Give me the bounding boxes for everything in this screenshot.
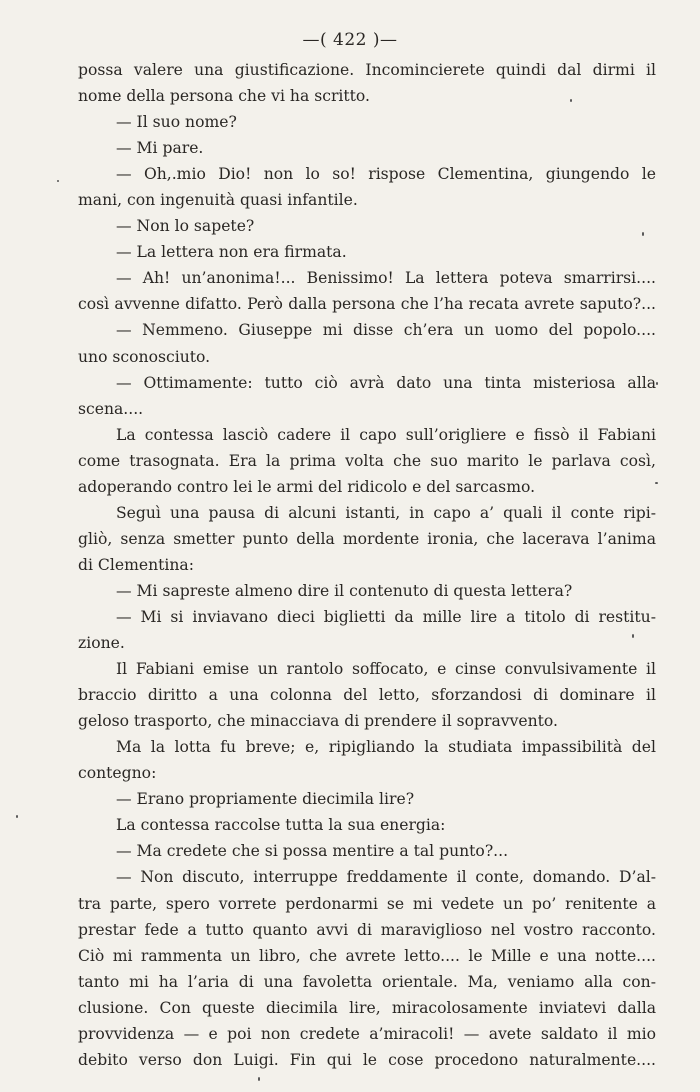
text-line: — Non lo sapete?	[116, 217, 255, 236]
text-line: così avvenne difatto. Però dalla persona che l’ha recata avrete saputo?...	[78, 295, 656, 314]
text-line: gliò, senza smetter punto della mordente ironia, che lacerava l’anima	[78, 529, 656, 548]
speck	[570, 99, 572, 102]
speck	[632, 634, 634, 638]
text-line: tanto mi ha l’aria di una favoletta orientale. Ma, veniamo alla con-	[78, 972, 656, 991]
text-line: debito verso don Luigi. Fin qui le cose procedono naturalmente....	[78, 1050, 656, 1069]
text-line: — Oh,.mio Dio! non lo so! rispose Clementina, giungendo le	[116, 165, 656, 184]
text-line: Il Fabiani emise un rantolo soffocato, e cinse convulsivamente il	[116, 660, 656, 679]
text-line: — Ah! un’anonima!... Benissimo! La lettera poteva smarrirsi....	[116, 269, 656, 288]
text-line: — Non discuto, interruppe freddamente il conte, domando. D’al-	[116, 868, 656, 887]
text-line: possa valere una giustificazione. Incomincierete quindi dal dirmi il	[78, 61, 656, 79]
text-line: La contessa lasciò cadere il capo sull’origliere e fissò il Fabiani	[116, 425, 656, 444]
text-line: Ma la lotta fu breve; e, ripigliando la studiata impassibilità del	[116, 738, 656, 757]
page-number: —( 422 )—	[302, 30, 398, 50]
text-line: — Mi si inviavano dieci biglietti da mille lire a titolo di restitu-	[116, 607, 656, 626]
text-line: scena....	[78, 399, 144, 418]
text-line: provvidenza — e poi non credete a’miracoli! — avete saldato il mio	[78, 1024, 656, 1043]
page-body	[78, 57, 656, 1073]
speck	[655, 482, 658, 484]
speck	[57, 180, 59, 182]
text-line: adoperando contro lei le armi del ridicolo e del sarcasmo.	[78, 477, 536, 496]
text-line: prestar fede a tutto quanto avvi di maraviglioso nel vostro racconto.	[78, 920, 656, 939]
speck	[16, 815, 18, 818]
text-line: — Mi pare.	[116, 139, 204, 158]
text-line: di Clementina:	[78, 555, 194, 574]
text-line: zione.	[78, 634, 125, 653]
text-line: — Nemmeno. Giuseppe mi disse ch’era un uomo del popolo....	[116, 321, 656, 340]
text-line: La contessa raccolse tutta la sua energia:	[116, 816, 446, 835]
text-line: contegno:	[78, 764, 157, 783]
text-line: braccio diritto a una colonna del letto, sforzandosi di dominare il	[78, 686, 656, 705]
text-line: tra parte, spero vorrete perdonarmi se mi vedete un po’ renitente a	[78, 894, 656, 913]
text-line: — La lettera non era firmata.	[116, 243, 347, 262]
text-line: Seguì una pausa di alcuni istanti, in capo a’ quali il conte ripi-	[116, 503, 656, 522]
text-line: nome della persona che vi ha scritto.	[78, 87, 370, 106]
text-line: — Ma credete che si possa mentire a tal punto?...	[116, 842, 509, 861]
text-line: uno sconosciuto.	[78, 347, 211, 366]
text-line: Ciò mi rammenta un libro, che avrete letto.... le Mille e una notte....	[78, 946, 656, 965]
speck	[656, 382, 658, 385]
text-line: — Mi sapreste almeno dire il contenuto di questa lettera?	[116, 581, 573, 600]
text-line: geloso trasporto, che minacciava di prendere il sopravvento.	[78, 712, 559, 731]
text-line: — Erano propriamente diecimila lire?	[116, 790, 415, 809]
text-line: — Il suo nome?	[116, 113, 237, 132]
text-line: — Ottimamente: tutto ciò avrà dato una tinta misteriosa alla	[116, 373, 656, 392]
text-line: clusione. Con queste diecimila lire, miracolosamente inviatevi dalla	[78, 998, 656, 1017]
text-line: mani, con ingenuità quasi infantile.	[78, 191, 358, 210]
speck	[258, 1077, 260, 1081]
text-line: come trasognata. Era la prima volta che suo marito le parlava così,	[78, 451, 656, 470]
speck	[642, 232, 644, 236]
